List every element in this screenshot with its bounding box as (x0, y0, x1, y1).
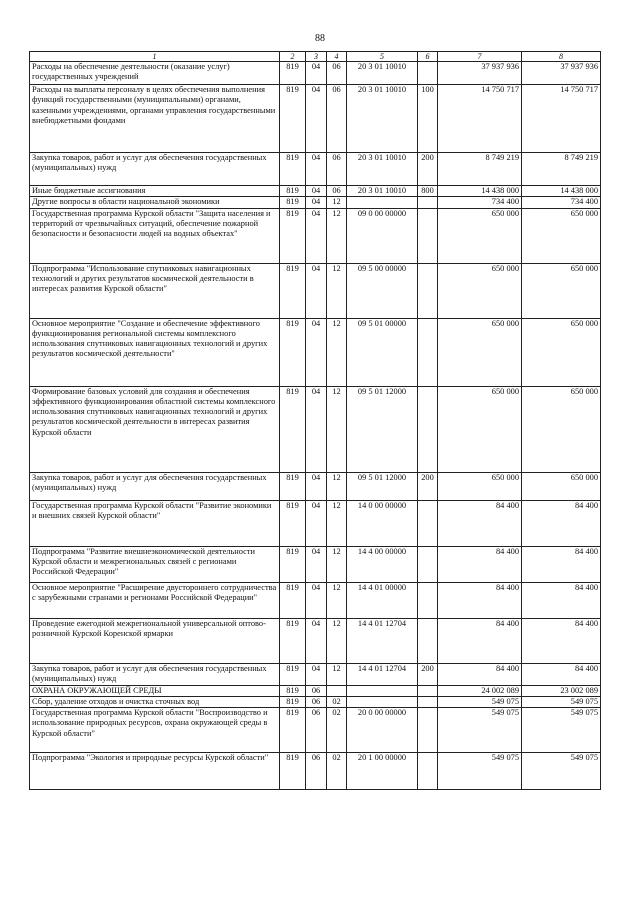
section-code: 06 (306, 753, 327, 790)
line-item-name: Основное мероприятие "Создание и обеспечение эффективного функционирования региональной системы комплексного использования спутниковых навигационных технологий и других результатов космической деятельности" (30, 318, 280, 386)
admin-code: 819 (280, 582, 306, 618)
amount-year-1: 8 749 219 (438, 153, 522, 186)
section-code: 04 (306, 546, 327, 582)
column-header: 8 (522, 52, 601, 62)
column-header: 6 (418, 52, 438, 62)
amount-year-1: 549 075 (438, 696, 522, 707)
expense-type-code: 200 (418, 472, 438, 500)
table-row (30, 500, 601, 546)
expense-type-code (418, 386, 438, 472)
table-body (30, 62, 601, 790)
amount-year-1: 650 000 (438, 386, 522, 472)
expense-type-code (418, 197, 438, 208)
amount-year-2: 549 075 (522, 753, 601, 790)
expense-type-code (418, 500, 438, 546)
subsection-code: 06 (327, 186, 347, 197)
page-number: 88 (315, 33, 325, 44)
subsection-code: 12 (327, 197, 347, 208)
line-item-name: Закупка товаров, работ и услуг для обеспечения государственных (муниципальных) нужд (30, 153, 280, 186)
line-item-name: Формирование базовых условий для создания и обеспечения эффективного функционирования областной системы комплексного использования спутниковых навигационных технологий и других результатов космической деятельности в интересах развития Курской области (30, 386, 280, 472)
target-article-code: 09 5 01 12000 (347, 386, 418, 472)
admin-code: 819 (280, 197, 306, 208)
subsection-code: 12 (327, 663, 347, 685)
section-code: 04 (306, 153, 327, 186)
amount-year-1: 650 000 (438, 263, 522, 318)
amount-year-1: 84 400 (438, 663, 522, 685)
admin-code: 819 (280, 62, 306, 85)
amount-year-1: 549 075 (438, 708, 522, 753)
section-code: 06 (306, 685, 327, 696)
target-article-code (347, 197, 418, 208)
amount-year-1: 84 400 (438, 618, 522, 663)
expense-type-code (418, 753, 438, 790)
section-code: 06 (306, 708, 327, 753)
amount-year-2: 8 749 219 (522, 153, 601, 186)
budget-table (29, 51, 601, 790)
table-row (30, 62, 601, 85)
section-code: 04 (306, 186, 327, 197)
table-row (30, 546, 601, 582)
header-row (30, 52, 601, 62)
amount-year-1: 549 075 (438, 753, 522, 790)
table-row (30, 685, 601, 696)
expense-type-code: 200 (418, 663, 438, 685)
admin-code: 819 (280, 663, 306, 685)
subsection-code: 02 (327, 753, 347, 790)
amount-year-2: 23 002 089 (522, 685, 601, 696)
admin-code: 819 (280, 472, 306, 500)
subsection-code: 12 (327, 386, 347, 472)
table-row (30, 318, 601, 386)
expense-type-code (418, 62, 438, 85)
line-item-name: Подпрограмма "Экология и природные ресурсы Курской области" (30, 753, 280, 790)
subsection-code: 12 (327, 318, 347, 386)
subsection-code: 06 (327, 153, 347, 186)
admin-code: 819 (280, 153, 306, 186)
admin-code: 819 (280, 386, 306, 472)
column-header: 5 (347, 52, 418, 62)
target-article-code: 20 3 01 10010 (347, 62, 418, 85)
target-article-code: 20 3 01 10010 (347, 85, 418, 153)
line-item-name: ОХРАНА ОКРУЖАЮЩЕЙ СРЕДЫ (30, 685, 280, 696)
target-article-code: 09 0 00 00000 (347, 208, 418, 263)
section-code: 04 (306, 62, 327, 85)
target-article-code (347, 696, 418, 707)
target-article-code: 14 4 01 12704 (347, 663, 418, 685)
table-row (30, 386, 601, 472)
section-code: 04 (306, 85, 327, 153)
subsection-code: 12 (327, 546, 347, 582)
table-row (30, 153, 601, 186)
admin-code: 819 (280, 263, 306, 318)
expense-type-code (418, 696, 438, 707)
subsection-code: 12 (327, 582, 347, 618)
section-code: 06 (306, 696, 327, 707)
section-code: 04 (306, 263, 327, 318)
expense-type-code (418, 708, 438, 753)
admin-code: 819 (280, 753, 306, 790)
target-article-code: 20 3 01 10010 (347, 186, 418, 197)
subsection-code: 12 (327, 208, 347, 263)
amount-year-1: 14 438 000 (438, 186, 522, 197)
column-header: 7 (438, 52, 522, 62)
line-item-name: Расходы на выплаты персоналу в целях обеспечения выполнения функций государственными (муниципальными) органами, казенными учреждениями, органами управления государственными внебюджетными фондами (30, 85, 280, 153)
admin-code: 819 (280, 708, 306, 753)
amount-year-2: 37 937 936 (522, 62, 601, 85)
line-item-name: Сбор, удаление отходов и очистка сточных вод (30, 696, 280, 707)
expense-type-code: 100 (418, 85, 438, 153)
section-code: 04 (306, 318, 327, 386)
target-article-code: 09 5 00 00000 (347, 263, 418, 318)
admin-code: 819 (280, 618, 306, 663)
amount-year-2: 650 000 (522, 472, 601, 500)
section-code: 04 (306, 197, 327, 208)
amount-year-1: 84 400 (438, 582, 522, 618)
table-row (30, 663, 601, 685)
section-code: 04 (306, 472, 327, 500)
target-article-code: 09 5 01 00000 (347, 318, 418, 386)
subsection-code: 12 (327, 472, 347, 500)
amount-year-2: 84 400 (522, 663, 601, 685)
line-item-name: Расходы на обеспечение деятельности (оказание услуг) государственных учреждений (30, 62, 280, 85)
column-header: 3 (306, 52, 327, 62)
amount-year-2: 549 075 (522, 696, 601, 707)
amount-year-1: 650 000 (438, 318, 522, 386)
line-item-name: Государственная программа Курской области "Развитие экономики и внешних связей Курской области" (30, 500, 280, 546)
target-article-code: 20 3 01 10010 (347, 153, 418, 186)
admin-code: 819 (280, 546, 306, 582)
section-code: 04 (306, 582, 327, 618)
admin-code: 819 (280, 500, 306, 546)
admin-code: 819 (280, 186, 306, 197)
table-row (30, 197, 601, 208)
amount-year-2: 84 400 (522, 582, 601, 618)
amount-year-1: 24 002 089 (438, 685, 522, 696)
subsection-code: 06 (327, 62, 347, 85)
admin-code: 819 (280, 208, 306, 263)
expense-type-code (418, 618, 438, 663)
target-article-code: 14 4 01 00000 (347, 582, 418, 618)
target-article-code: 14 4 00 00000 (347, 546, 418, 582)
target-article-code: 09 5 01 12000 (347, 472, 418, 500)
column-header: 4 (327, 52, 347, 62)
expense-type-code (418, 685, 438, 696)
subsection-code: 06 (327, 85, 347, 153)
section-code: 04 (306, 618, 327, 663)
section-code: 04 (306, 500, 327, 546)
amount-year-2: 84 400 (522, 546, 601, 582)
amount-year-2: 650 000 (522, 318, 601, 386)
expense-type-code: 800 (418, 186, 438, 197)
expense-type-code (418, 208, 438, 263)
amount-year-1: 84 400 (438, 500, 522, 546)
table-row (30, 186, 601, 197)
target-article-code (347, 685, 418, 696)
amount-year-2: 14 438 000 (522, 186, 601, 197)
column-header: 1 (30, 52, 280, 62)
table-row (30, 708, 601, 753)
amount-year-2: 84 400 (522, 618, 601, 663)
target-article-code: 14 4 01 12704 (347, 618, 418, 663)
expense-type-code: 200 (418, 153, 438, 186)
section-code: 04 (306, 208, 327, 263)
expense-type-code (418, 582, 438, 618)
subsection-code: 12 (327, 263, 347, 318)
table-row (30, 618, 601, 663)
section-code: 04 (306, 663, 327, 685)
amount-year-1: 650 000 (438, 208, 522, 263)
line-item-name: Проведение ежегодной межрегиональной универсальной оптово-розничной Курской Коренской ярмарки (30, 618, 280, 663)
line-item-name: Подпрограмма "Использование спутниковых навигационных технологий и других результатов космической деятельности в интересах развития Курской области" (30, 263, 280, 318)
admin-code: 819 (280, 685, 306, 696)
subsection-code: 02 (327, 708, 347, 753)
amount-year-2: 650 000 (522, 386, 601, 472)
line-item-name: Закупка товаров, работ и услуг для обеспечения государственных (муниципальных) нужд (30, 472, 280, 500)
target-article-code: 14 0 00 00000 (347, 500, 418, 546)
table-row (30, 582, 601, 618)
table-row (30, 472, 601, 500)
line-item-name: Иные бюджетные ассигнования (30, 186, 280, 197)
line-item-name: Закупка товаров, работ и услуг для обеспечения государственных (муниципальных) нужд (30, 663, 280, 685)
amount-year-1: 734 400 (438, 197, 522, 208)
amount-year-1: 14 750 717 (438, 85, 522, 153)
subsection-code: 02 (327, 696, 347, 707)
amount-year-2: 549 075 (522, 708, 601, 753)
target-article-code: 20 1 00 00000 (347, 753, 418, 790)
expense-type-code (418, 263, 438, 318)
table-row (30, 263, 601, 318)
amount-year-2: 734 400 (522, 197, 601, 208)
subsection-code: 12 (327, 500, 347, 546)
admin-code: 819 (280, 85, 306, 153)
amount-year-1: 37 937 936 (438, 62, 522, 85)
table-row (30, 208, 601, 263)
subsection-code (327, 685, 347, 696)
line-item-name: Государственная программа Курской области "Воспроизводство и использование природных ресурсов, охрана окружающей среды в Курской области" (30, 708, 280, 753)
line-item-name: Основное мероприятие "Расширение двустороннего сотрудничества с зарубежными странами и регионами Российской Федерации" (30, 582, 280, 618)
section-code: 04 (306, 386, 327, 472)
subsection-code: 12 (327, 618, 347, 663)
table-row (30, 753, 601, 790)
amount-year-1: 84 400 (438, 546, 522, 582)
amount-year-1: 650 000 (438, 472, 522, 500)
line-item-name: Другие вопросы в области национальной экономики (30, 197, 280, 208)
column-header: 2 (280, 52, 306, 62)
admin-code: 819 (280, 318, 306, 386)
amount-year-2: 650 000 (522, 208, 601, 263)
table-row (30, 696, 601, 707)
admin-code: 819 (280, 696, 306, 707)
amount-year-2: 84 400 (522, 500, 601, 546)
line-item-name: Подпрограмма "Развитие внешнеэкономической деятельности Курской области и межрегиональных связей с регионами Российской Федерации" (30, 546, 280, 582)
amount-year-2: 650 000 (522, 263, 601, 318)
table-row (30, 85, 601, 153)
amount-year-2: 14 750 717 (522, 85, 601, 153)
expense-type-code (418, 318, 438, 386)
line-item-name: Государственная программа Курской области "Защита населения и территорий от чрезвычайных ситуаций, обеспечение пожарной безопасности и безопасности людей на водных объектах" (30, 208, 280, 263)
target-article-code: 20 0 00 00000 (347, 708, 418, 753)
expense-type-code (418, 546, 438, 582)
